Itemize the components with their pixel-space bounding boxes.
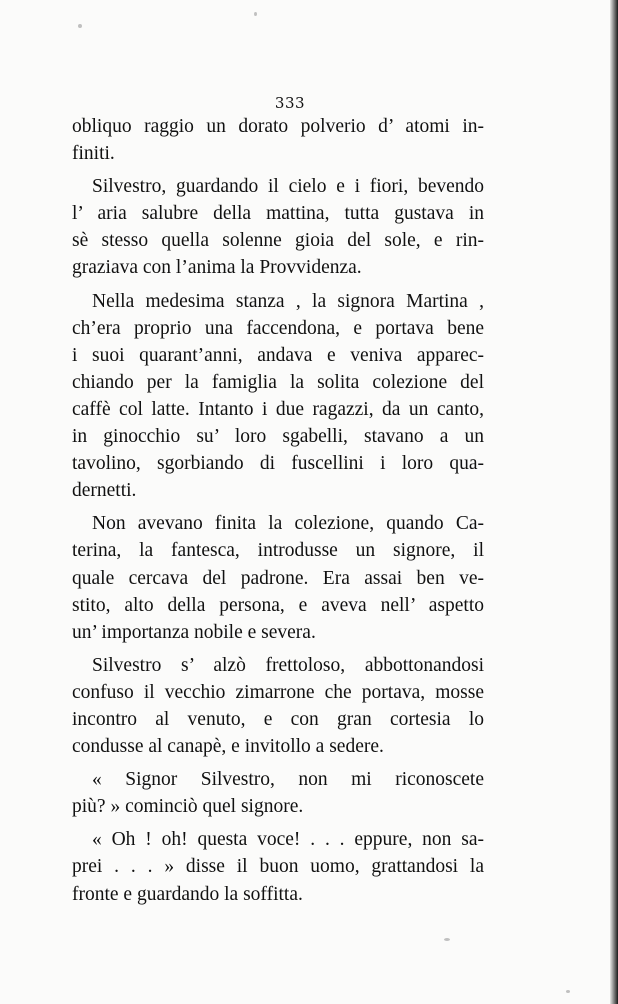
text-line: dernetti. — [72, 480, 137, 502]
paragraph — [72, 826, 484, 907]
text-line: « Signor Silvestro, non mi riconoscete — [92, 769, 484, 791]
text-line: chiando per la famiglia la solita colezione del — [72, 371, 484, 393]
text-line: quale cercava del padrone. Era assai ben ve- — [72, 567, 484, 589]
text-line: obliquo raggio un dorato polverio d’ atomi in- — [72, 116, 484, 137]
paragraph — [72, 510, 484, 645]
text-line: Silvestro, guardando il cielo e i fiori, bevendo — [92, 176, 484, 198]
paragraph — [72, 766, 484, 820]
page-text — [72, 113, 484, 908]
paragraph — [72, 113, 484, 167]
text-line: più? » cominciò quel signore. — [72, 796, 304, 818]
text-line: graziava con l’anima la Provvidenza. — [72, 257, 362, 279]
text-line: Nella medesima stanza , la signora Martina , — [92, 290, 484, 312]
page-number: 333 — [274, 94, 306, 112]
text-line: finiti. — [72, 143, 115, 165]
paper-speck — [444, 938, 450, 941]
text-line: fronte e guardando la soffitta. — [72, 883, 303, 905]
text-line: « Oh ! oh! questa voce! . . . eppure, non sa- — [92, 829, 484, 851]
paragraph — [72, 173, 484, 281]
paragraph — [72, 288, 484, 505]
text-line: caffè col latte. Intanto i due ragazzi, da un canto, — [72, 398, 484, 420]
text-line: in ginocchio su’ loro sgabelli, stavano a un — [72, 426, 484, 448]
text-line: un’ importanza nobile e severa. — [72, 621, 316, 643]
text-line: incontro al venuto, e con gran cortesia lo — [72, 708, 484, 730]
text-line: confuso il vecchio zimarrone che portava, mosse — [72, 681, 484, 703]
text-line: Non avevano finita la colezione, quando Ca- — [92, 513, 484, 535]
paper-speck — [254, 12, 257, 16]
text-line: Silvestro s’ alzò frettoloso, abbottonandosi — [92, 654, 484, 676]
text-line: tavolino, sgorbiando di fuscellini i loro qua- — [72, 453, 484, 475]
text-line: condusse al canapè, e invitollo a sedere. — [72, 736, 384, 758]
paper-speck — [78, 24, 82, 28]
text-line: l’ aria salubre della mattina, tutta gustava in — [72, 203, 484, 225]
paragraph — [72, 652, 484, 760]
text-line: i suoi quarant’anni, andava e veniva apparec- — [72, 344, 484, 366]
text-line: stito, alto della persona, e aveva nell’ aspetto — [72, 594, 484, 616]
text-line: terina, la fantesca, introdusse un signore, il — [72, 540, 484, 562]
page-edge-shadow — [610, 0, 618, 1004]
paper-speck — [566, 990, 570, 993]
text-line: sè stesso quella solenne gioia del sole, e rin- — [72, 230, 484, 252]
text-line: prei . . . » disse il buon uomo, grattandosi la — [72, 856, 484, 878]
text-line: ch’era proprio una faccendona, e portava bene — [72, 317, 484, 339]
